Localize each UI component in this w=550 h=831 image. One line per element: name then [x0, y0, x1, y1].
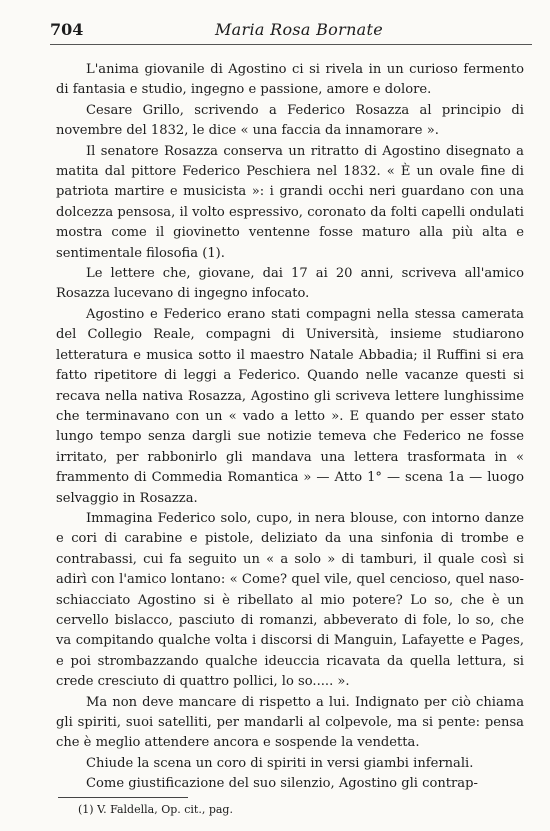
page-header	[50, 20, 532, 46]
paragraph: Immagina Federico solo, cupo, in nera blouse, con intorno danze e cori di carabine e pistole, deliziato da una sinfonia di trombe e contrabassi, cui fa seguito un « a solo » di tamburi, il quale così si adirì con l'amico lontano: « Come? quel vile, quel cencioso, quel naso-schiacciato Agostino si è ribellato al mio potere? Lo so, che è un cervello bislacco, pasciuto di romanzi, abbeverato di fole, lo so, che va compitando qualche volta i discorsi di Manguin, Lafayette e Pages, e poi strombazzando qualche ideuccia ricavata da quella lettura, si crede cresciuto di quattro pollici, lo so..... ».	[56, 510, 524, 690]
paragraph: Cesare Grillo, scrivendo a Federico Rosazza al principio di novembre del 1832, le dice « una faccia da innamorare ».	[56, 102, 524, 139]
footnote: (1) V. Faldella, Op. cit., pag.	[78, 803, 233, 816]
paragraph: L'anima giovanile di Agostino ci si rivela in un curioso fermento di fantasia e studio, ingegno e passione, amore e dolore.	[56, 62, 524, 98]
paragraph: Il senatore Rosazza conserva un ritratto di Agostino disegnato a matita dal pittore Federico Peschiera nel 1832. « È un ovale fine di patriota martire e musicista »: i grandi occhi neri guardano con una dolcezza pensosa, il volto espressivo, coronato da folti capelli ondulati mostra come il giovinetto ventenne fosse maturo alla più alta e sentimentale filosofia (1).	[56, 143, 524, 261]
body-text	[56, 60, 524, 795]
paragraph: Le lettere che, giovane, dai 17 ai 20 anni, scriveva all'amico Rosazza lucevano di ingegno infocato.	[56, 266, 524, 302]
running-title: Maria Rosa Bornate	[215, 20, 384, 39]
paragraph: Chiude la scena un coro di spiriti in versi giambi infernali.	[86, 755, 474, 771]
footnote-rule	[58, 797, 188, 798]
header-rule	[50, 44, 532, 45]
paragraph: Ma non deve mancare di rispetto a lui. Indignato per ciò chiama gli spiriti, suoi satelliti, per mandarli al colpevole, ma si pente: pensa che è meglio attendere ancora e sospende la vendetta.	[56, 694, 524, 751]
paragraph: Agostino e Federico erano stati compagni nella stessa camerata del Collegio Reale, compagni di Università, insieme studiarono letteratura e musica sotto il maestro Natale Abbadia; il Ruffini si era fatto ripetitore di leggi a Federico. Quando nelle vacanze questi si recava nella nativa Rosazza, Agostino gli scriveva lettere lunghissime che terminavano con un « vado a letto ». E quando per esser stato lungo tempo senza dargli sue notizie temeva che Federico ne fosse irritato, per rabbonirlo gli mandava una lettera trasformata in « frammento di Commedia Romantica » — Atto 1° — scena 1a — luogo selvaggio in Rosazza.	[56, 306, 524, 506]
page-number: 704	[50, 20, 84, 39]
paragraph: Come giustificazione del suo silenzio, Agostino gli contrap-	[86, 776, 478, 792]
